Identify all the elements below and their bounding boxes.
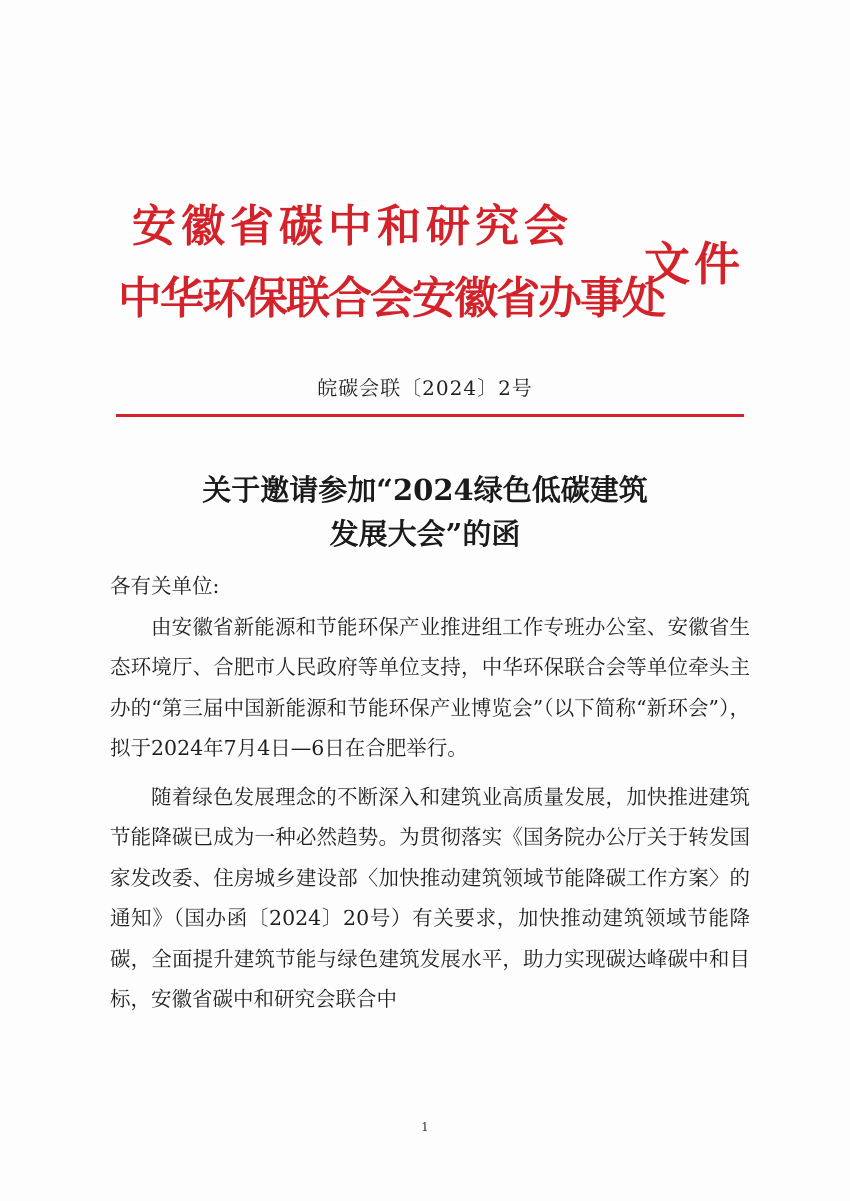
salutation: 各有关单位:: [110, 574, 220, 598]
document-number: 皖碳会联〔2024〕2号: [317, 376, 533, 400]
page-number: 1: [421, 1120, 429, 1134]
issuing-org-2: 中华环保联合会安徽省办事处: [118, 273, 664, 324]
document-body: [110, 566, 750, 1020]
document-title: [0, 468, 850, 556]
document-header: [110, 180, 750, 340]
issuing-org-1: 安徽省碳中和研究会: [132, 201, 573, 252]
paragraph-1: 由安徽省新能源和节能环保产业推进组工作专班办公室、安徽省生态环境厅、合肥市人民政府等单位支持，中华环保联合会等单位牵头主办的“第三届中国新能源和节能环保产业博览会”（以下简称“新环会”），拟于2024年7月4日—6日在合肥举行。: [110, 614, 750, 760]
header-divider: [116, 414, 744, 417]
title-line-2: 发展大会”的函: [329, 517, 521, 551]
paragraph-2: 随着绿色发展理念的不断深入和建筑业高质量发展，加快推进建筑节能降碳已成为一种必然趋势。为贯彻落实《国务院办公厅关于转发国家发改委、住房城乡建设部〈加快推动建筑领域节能降碳工作方案〉的通知》（国办函〔2024〕20号）有关要求，加快推动建筑领域节能降碳，全面提升建筑节能与绿色建筑发展水平，助力实现碳达峰碳中和目标，安徽省碳中和研究会联合中: [110, 784, 750, 1011]
title-line-1: 关于邀请参加“2024绿色低碳建筑: [202, 473, 648, 507]
document-type-label: 文件: [644, 237, 744, 291]
